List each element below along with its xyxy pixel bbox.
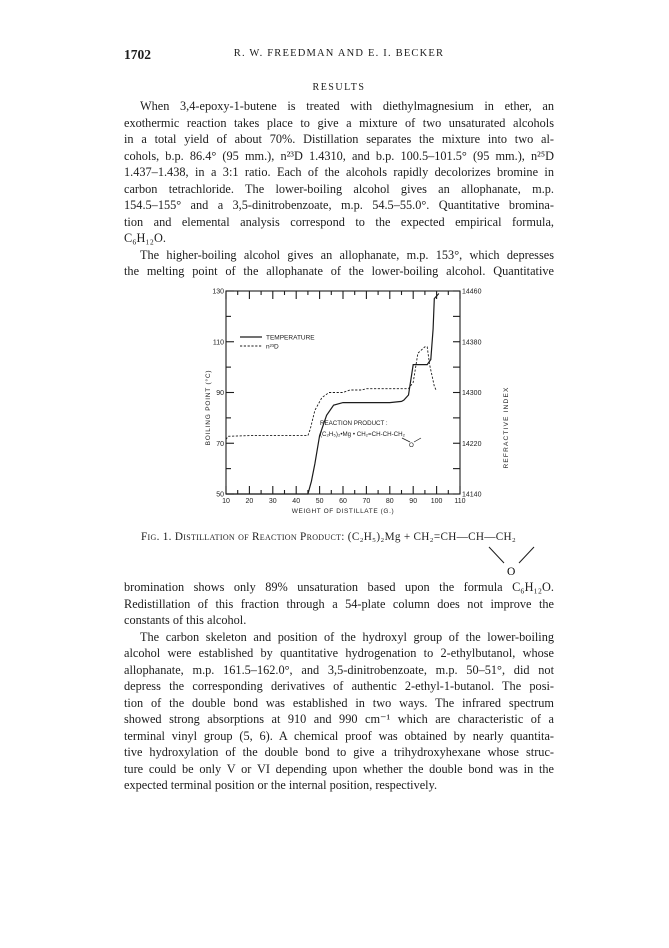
text-line: alcohol were established by quantitative hydrogenation to 2-ethylbutanol, whose — [124, 646, 554, 660]
y-tick-label-left: 110 — [212, 339, 224, 347]
text-line: tion and elemental analysis correspond to the expected empirical formula, — [124, 214, 554, 229]
text-line: ture could be only V or VI depending upon whether the double bond was in the — [124, 761, 554, 776]
x-tick-label: 30 — [268, 498, 277, 505]
y-tick-label-right: 14220 — [462, 440, 482, 448]
x-tick-label: 80 — [385, 498, 394, 505]
text-line: The higher-boiling alcohol gives an allophanate, m.p. 153°, which depresses — [140, 247, 554, 262]
text-line: showed strong absorptions at 910 and 990 cm⁻¹ which are characteristic of a — [124, 712, 554, 726]
y-tick-label-right: 14460 — [462, 288, 482, 296]
text-line: allophanate, m.p. 161.5–162.0°, and 3,5-dinitrobenzoate, m.p. 50–51°, did not — [124, 662, 554, 677]
x-tick-label: 40 — [292, 498, 301, 505]
x-tick-label: 60 — [339, 498, 347, 505]
y-tick-label-left: 90 — [216, 390, 224, 397]
x-axis-title: WEIGHT OF DISTILLATE (G.) — [291, 508, 395, 515]
x-tick-label: 50 — [315, 498, 324, 505]
text-line: C₆H₁₂O. — [124, 231, 166, 245]
distillation-figure — [196, 284, 516, 529]
text-line: 154.5–155° and a 3,5-dinitrobenzoate, m.p. 54.5–55.0°. Quantitative bromina- — [124, 198, 554, 212]
text-line: terminal vinyl group (5, 6). A chemical proof was obtained by nearly quantita- — [124, 728, 554, 743]
text-line: in a total yield of about 70%. Distillation separates the mixture into two al- — [124, 132, 554, 146]
body-text-bottom — [124, 579, 554, 794]
text-line: cohols, b.p. 86.4° (95 mm.), n²³D 1.4310, and b.p. 100.5–101.5° (95 mm.), n²⁵D — [124, 148, 554, 163]
caption-formula: (C₂H₅)₂Mg + CH₂=CH—CH—CH₂ — [347, 531, 517, 543]
annotation-bridge-right — [414, 438, 421, 442]
figure-caption — [141, 531, 581, 581]
legend-label-refractive-index: n²³D — [266, 343, 279, 351]
distillation-chart — [196, 284, 516, 529]
y-tick-label-left: 50 — [216, 491, 224, 499]
y-axis-title-right: REFRACTIVE INDEX — [503, 386, 510, 469]
paragraph-4 — [124, 629, 554, 794]
page-number: 1702 — [124, 47, 151, 62]
body-text-top — [124, 98, 554, 280]
text-line: The carbon skeleton and position of the hydroxyl group of the lower-boiling — [140, 629, 554, 644]
paragraph-3 — [124, 579, 554, 629]
epoxide-bridge — [141, 545, 581, 577]
y-axis-title-left: BOILING POINT (°C) — [205, 369, 212, 446]
paragraph-1 — [124, 98, 554, 247]
text-line: the melting point of the allophanate of the lower-boiling alcohol. Quantitative — [124, 264, 554, 278]
page-header — [124, 47, 554, 63]
y-tick-label-right: 14300 — [462, 390, 482, 397]
caption-text: Distillation of Reaction Product: — [174, 531, 345, 543]
x-tick-label: 90 — [409, 498, 418, 505]
x-tick-label: 20 — [245, 498, 254, 505]
text-line: carbon tetrachloride. The lower-boiling alcohol gives an allophanate, m.p. — [124, 181, 554, 196]
x-tick-label: 100 — [430, 498, 443, 505]
section-title: RESULTS — [312, 82, 366, 93]
y-tick-label-right: 14380 — [462, 339, 482, 347]
epoxide-oxygen: O — [507, 566, 516, 577]
text-line: When 3,4-epoxy-1-butene is treated with diethylmagnesium in ether, an — [140, 99, 554, 113]
y-tick-label-left: 130 — [212, 288, 224, 296]
y-tick-label-left: 70 — [216, 440, 224, 448]
chart-annotation-formula: (C₂H₅)₂•Mg • CH₂=CH-CH-CH₂ — [320, 431, 406, 438]
plot-frame — [226, 291, 460, 494]
paragraph-2 — [124, 247, 554, 280]
legend-label-temperature: TEMPERATURE — [266, 334, 315, 342]
text-line: constants of this alcohol. — [124, 613, 247, 627]
y-tick-label-right: 14140 — [462, 491, 482, 499]
caption-label: Fig. 1. — [141, 531, 172, 543]
text-line: tion of the double bond was established in two ways. The infrared spectrum — [124, 695, 554, 710]
chart-annotation-oxygen: O — [409, 442, 414, 449]
text-line: tive hydroxylation of the double bond to give a trihydroxyhexane whose struc- — [124, 745, 554, 759]
running-title: R. W. FREEDMAN AND E. I. BECKER — [233, 48, 445, 59]
x-tick-label: 10 — [222, 498, 230, 505]
x-tick-label: 110 — [454, 498, 466, 505]
text-line: 1.437–1.438, in a 3:1 ratio. Each of the alcohols rapidly decolorizes bromine in — [124, 165, 554, 179]
text-line: expected terminal position or the internal position, respectively. — [124, 778, 438, 792]
temperature-line — [226, 294, 439, 495]
text-line: Redistillation of this fraction through a 54-plate column does not improve the — [124, 596, 554, 611]
x-tick-label: 70 — [362, 498, 371, 505]
chart-annotation-title: REACTION PRODUCT : — [320, 420, 388, 427]
text-line: bromination shows only 89% unsaturation based upon the formula C₆H₁₂O. — [124, 580, 554, 594]
text-line: exothermic reaction takes place to give a mixture of two unsaturated alcohols — [124, 115, 554, 130]
text-line: depress the corresponding derivatives of authentic 2-ethyl-1-butanol. The posi- — [124, 679, 554, 693]
